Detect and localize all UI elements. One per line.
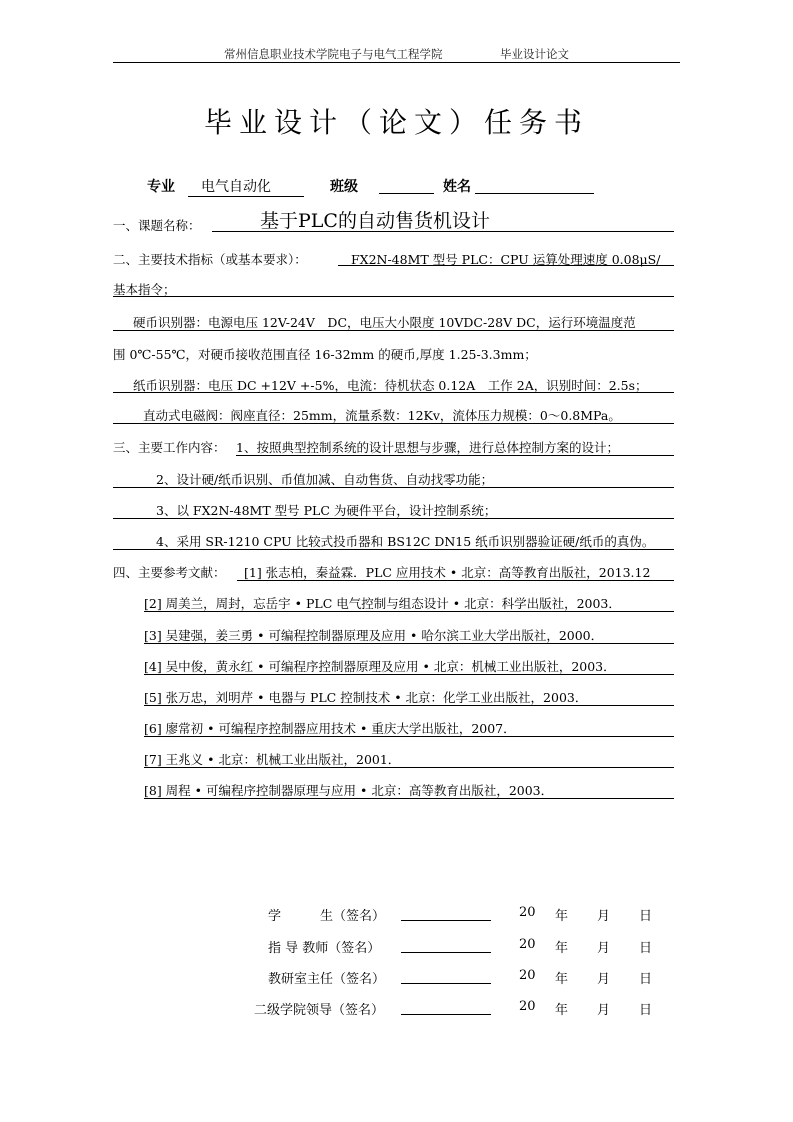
ref-rule-2 <box>144 611 674 612</box>
ref-rule-7 <box>144 767 674 768</box>
tech-line-1: 基本指令； <box>113 282 176 297</box>
sig-director-nian: 年 <box>555 972 569 987</box>
sig-dean-month: 月 <box>597 1003 611 1018</box>
work-rule-1 <box>236 455 674 456</box>
sig-student-year: 20 <box>519 905 536 920</box>
sig-student-nian: 年 <box>555 909 569 924</box>
ref-rule-8 <box>144 798 674 799</box>
work-line-4: 4、采用 SR-1210 CPU 比较式投币器和 BS12C DN15 纸币识别器验证硬/纸币的真伪。 <box>156 534 655 549</box>
work-line-1: 1、按照典型控制系统的设计思想与步骤，进行总体控制方案的设计； <box>236 440 619 455</box>
sig-dean-label: 二级学院领导（签名） <box>254 1003 385 1018</box>
ref-5: [5] 张万忠，刘明芹 • 电器与 PLC 控制技术 • 北京：化学工业出版社，2003． <box>144 690 588 705</box>
header-college: 常州信息职业技术学院电子与电气工程学院 <box>224 47 443 61</box>
tech-rule-4 <box>113 392 674 393</box>
tech-line-4: 纸币识别器：电压 DC +12V +-5%，电流：待机状态 0.12A 工作 2A，识别时间：2.5s； <box>133 378 648 393</box>
tech-label: 二、主要技术指标（或基本要求）： <box>113 252 307 267</box>
sig-advisor-nian: 年 <box>555 941 569 956</box>
work-label: 三、主要工作内容： <box>113 440 226 455</box>
ref-8: [8] 周程 • 可编程序控制器原理与应用 • 北京：高等教育出版社，2003． <box>144 783 554 798</box>
tech-line-5: 直动式电磁阀：阀座直径：25mm，流量系数：12Kv，流体压力规模：0～0.8MPa。 <box>143 408 621 423</box>
sig-dean-field[interactable] <box>401 1014 491 1015</box>
ref-2: [2] 周美兰，周封，忘岳宇 • PLC 电气控制与组态设计 • 北京：科学出版社，2003． <box>144 596 621 611</box>
topic-value: 基于PLC的自动售货机设计 <box>260 210 490 232</box>
sig-advisor-day: 日 <box>639 941 653 956</box>
sig-advisor-year: 20 <box>519 937 536 952</box>
header-doc-type: 毕业设计论文 <box>500 47 569 61</box>
ref-rule-1 <box>237 580 674 581</box>
topic-label: 一、课题名称： <box>113 218 201 233</box>
work-line-2: 2、设计硬/纸币识别、币值加减、自动售货、自动找零功能； <box>156 472 494 487</box>
tech-line-0: FX2N-48MT 型号 PLC：CPU 运算处理速度 0.08μS/ <box>351 252 661 267</box>
ref-rule-6 <box>144 736 674 737</box>
tech-rule-5 <box>113 423 674 424</box>
name-field[interactable] <box>475 176 594 194</box>
ref-label: 四、主要参考文献： <box>113 565 226 580</box>
tech-rule-1 <box>113 296 674 297</box>
ref-rule-5 <box>144 705 674 706</box>
sig-advisor-field[interactable] <box>401 952 491 953</box>
work-rule-4 <box>113 549 674 550</box>
sig-advisor-label: 指 导 教师（签名） <box>268 941 381 956</box>
sig-student-month: 月 <box>597 909 611 924</box>
sig-student-day: 日 <box>639 909 653 924</box>
work-line-3: 3、以 FX2N-48MT 型号 PLC 为硬件平台，设计控制系统； <box>156 503 497 518</box>
work-rule-3 <box>113 518 674 519</box>
header-divider <box>113 62 680 63</box>
ref-6: [6] 廖常初 • 可编程序控制器应用技术 • 重庆大学出版社，2007． <box>144 721 516 736</box>
sig-director-label: 教研室主任（签名） <box>268 972 386 987</box>
tech-rule-0 <box>338 265 674 266</box>
ref-1: [1] 张志柏，秦益霖．PLC 应用技术 • 北京：高等教育出版社，2013.12 <box>244 565 651 580</box>
sig-student-field[interactable] <box>401 920 491 921</box>
sig-dean-year: 20 <box>519 999 536 1014</box>
ref-3: [3] 吴建强，姜三勇 • 可编程控制器原理及应用 • 哈尔滨工业大学出版社，2000． <box>144 628 604 643</box>
major-field[interactable]: 电气自动化 <box>188 176 304 197</box>
ref-4: [4] 吴中俊，黄永红 • 可编程序控制器原理及应用 • 北京：机械工业出版社，2003． <box>144 659 616 674</box>
sig-dean-day: 日 <box>639 1003 653 1018</box>
tech-line-3: 围 0℃-55℃，对硬币接收范围直径 16-32mm 的硬币,厚度 1.25-3.3mm； <box>113 347 537 362</box>
sig-student-label: 学 生（签名） <box>268 909 386 924</box>
class-field[interactable] <box>379 176 434 194</box>
tech-line-2: 硬币识别器：电源电压 12V-24V DC，电压大小限度 10VDC-28V DC，运行环境温度范 <box>133 315 636 330</box>
class-label: 班级 <box>330 179 358 195</box>
ref-7: [7] 王兆义 • 北京：机械工业出版社，2001． <box>144 752 401 767</box>
ref-rule-3 <box>144 643 674 644</box>
sig-director-year: 20 <box>519 968 536 983</box>
major-label: 专业 <box>147 179 175 195</box>
sig-director-day: 日 <box>639 972 653 987</box>
sig-director-month: 月 <box>597 972 611 987</box>
page-title: 毕业设计（论文）任务书 <box>203 106 589 139</box>
sig-dean-nian: 年 <box>555 1003 569 1018</box>
sig-advisor-month: 月 <box>597 941 611 956</box>
work-rule-2 <box>113 487 674 488</box>
ref-rule-4 <box>144 674 674 675</box>
tech-rule-2 <box>113 330 674 331</box>
sig-director-field[interactable] <box>401 983 491 984</box>
name-label: 姓名 <box>443 179 471 195</box>
